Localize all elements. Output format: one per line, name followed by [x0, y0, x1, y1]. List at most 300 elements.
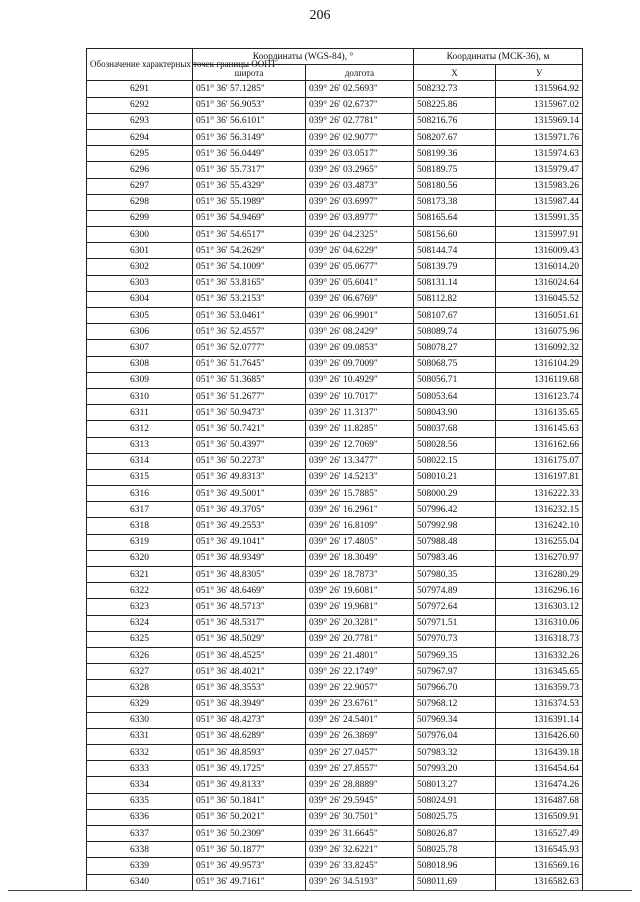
- point-id-cell: 6320: [87, 550, 193, 566]
- longitude-cell: 039° 26' 21.4801": [306, 647, 414, 663]
- table-row: [87, 583, 583, 599]
- y-coordinate-cell: 1316391.14: [496, 712, 583, 728]
- point-id-cell: 6293: [87, 113, 193, 129]
- point-id-cell: 6328: [87, 680, 193, 696]
- x-coordinate-cell: 508199.36: [414, 146, 496, 162]
- longitude-cell: 039° 26' 11.8285": [306, 421, 414, 437]
- y-coordinate-cell: 1315997.91: [496, 227, 583, 243]
- table-row: [87, 858, 583, 874]
- latitude-cell: 051° 36' 50.2021": [193, 809, 306, 825]
- latitude-cell: 051° 36' 48.8305": [193, 567, 306, 583]
- point-id-cell: 6307: [87, 340, 193, 356]
- x-coordinate-cell: 508232.73: [414, 81, 496, 97]
- table-row: [87, 437, 583, 453]
- latitude-cell: 051° 36' 51.2677": [193, 388, 306, 404]
- y-coordinate-cell: 1316509.91: [496, 809, 583, 825]
- table-row: [87, 647, 583, 663]
- point-id-cell: 6338: [87, 842, 193, 858]
- y-coordinate-cell: 1316582.63: [496, 874, 583, 890]
- longitude-cell: 039° 26' 16.8109": [306, 518, 414, 534]
- y-coordinate-cell: 1316439.18: [496, 745, 583, 761]
- x-coordinate-cell: 507969.34: [414, 712, 496, 728]
- point-id-cell: 6302: [87, 259, 193, 275]
- table-row: [87, 162, 583, 178]
- x-coordinate-cell: 508024.91: [414, 793, 496, 809]
- longitude-cell: 039° 26' 26.3869": [306, 728, 414, 744]
- table-row: [87, 243, 583, 259]
- x-coordinate-cell: 508156.60: [414, 227, 496, 243]
- y-coordinate-cell: 1316123.74: [496, 388, 583, 404]
- msk36-coordinates-header: Координаты (МСК-36), м: [414, 49, 583, 65]
- latitude-cell: 051° 36' 48.5713": [193, 599, 306, 615]
- x-coordinate-cell: 507966.70: [414, 680, 496, 696]
- longitude-cell: 039° 26' 08.2429": [306, 324, 414, 340]
- longitude-cell: 039° 26' 17.4805": [306, 534, 414, 550]
- table-row: [87, 146, 583, 162]
- point-id-cell: 6319: [87, 534, 193, 550]
- longitude-header: долгота: [306, 65, 414, 81]
- table-row: [87, 761, 583, 777]
- y-coordinate-cell: 1316162.66: [496, 437, 583, 453]
- point-id-cell: 6295: [87, 146, 193, 162]
- x-coordinate-cell: 507976.04: [414, 728, 496, 744]
- longitude-cell: 039° 26' 06.9901": [306, 308, 414, 324]
- longitude-cell: 039° 26' 13.3477": [306, 453, 414, 469]
- latitude-cell: 051° 36' 50.2273": [193, 453, 306, 469]
- y-coordinate-cell: 1316454.64: [496, 761, 583, 777]
- table-row: [87, 728, 583, 744]
- table-row: [87, 97, 583, 113]
- longitude-cell: 039° 26' 15.7885": [306, 486, 414, 502]
- y-coordinate-cell: 1316092.32: [496, 340, 583, 356]
- latitude-cell: 051° 36' 48.5317": [193, 615, 306, 631]
- table-row: [87, 388, 583, 404]
- y-coordinate-cell: 1316318.73: [496, 631, 583, 647]
- y-coordinate-cell: 1315979.47: [496, 162, 583, 178]
- x-coordinate-cell: 508173.38: [414, 194, 496, 210]
- x-coordinate-cell: 507970.73: [414, 631, 496, 647]
- y-coordinate-cell: 1316487.68: [496, 793, 583, 809]
- y-coordinate-cell: 1316303.12: [496, 599, 583, 615]
- table-row: [87, 809, 583, 825]
- latitude-cell: 051° 36' 52.0777": [193, 340, 306, 356]
- header-row: [87, 49, 583, 65]
- latitude-cell: 051° 36' 51.3685": [193, 372, 306, 388]
- y-coordinate-cell: 1316075.96: [496, 324, 583, 340]
- longitude-cell: 039° 26' 20.7781": [306, 631, 414, 647]
- x-coordinate-cell: 508078.27: [414, 340, 496, 356]
- point-id-cell: 6312: [87, 421, 193, 437]
- latitude-header: широта: [193, 65, 306, 81]
- longitude-cell: 039° 26' 03.0517": [306, 146, 414, 162]
- latitude-cell: 051° 36' 49.9573": [193, 858, 306, 874]
- table-row: [87, 777, 583, 793]
- table-row: [87, 81, 583, 97]
- table-row: [87, 453, 583, 469]
- longitude-cell: 039° 26' 20.3281": [306, 615, 414, 631]
- latitude-cell: 051° 36' 53.0461": [193, 308, 306, 324]
- latitude-cell: 051° 36' 49.5001": [193, 486, 306, 502]
- longitude-cell: 039° 26' 22.1749": [306, 664, 414, 680]
- table-row: [87, 356, 583, 372]
- longitude-cell: 039° 26' 18.7873": [306, 567, 414, 583]
- table-row: [87, 113, 583, 129]
- point-id-cell: 6297: [87, 178, 193, 194]
- footer-divider: [8, 890, 632, 891]
- x-coordinate-cell: 507971.51: [414, 615, 496, 631]
- point-id-cell: 6310: [87, 388, 193, 404]
- point-id-cell: 6300: [87, 227, 193, 243]
- y-coordinate-cell: 1315967.02: [496, 97, 583, 113]
- y-coordinate-cell: 1316332.26: [496, 647, 583, 663]
- latitude-cell: 051° 36' 48.6469": [193, 583, 306, 599]
- latitude-cell: 051° 36' 50.1841": [193, 793, 306, 809]
- y-coordinate-cell: 1316374.53: [496, 696, 583, 712]
- x-coordinate-cell: 508018.96: [414, 858, 496, 874]
- x-coordinate-cell: 507983.46: [414, 550, 496, 566]
- latitude-cell: 051° 36' 49.8133": [193, 777, 306, 793]
- x-coordinate-cell: 508068.75: [414, 356, 496, 372]
- x-coordinate-cell: 508207.67: [414, 129, 496, 145]
- y-coordinate-cell: 1315987.44: [496, 194, 583, 210]
- latitude-cell: 051° 36' 51.7645": [193, 356, 306, 372]
- x-coordinate-cell: 507969.35: [414, 647, 496, 663]
- point-id-cell: 6292: [87, 97, 193, 113]
- longitude-cell: 039° 26' 22.9057": [306, 680, 414, 696]
- x-coordinate-cell: 508189.75: [414, 162, 496, 178]
- longitude-cell: 039° 26' 03.4873": [306, 178, 414, 194]
- longitude-cell: 039° 26' 19.6081": [306, 583, 414, 599]
- table-row: [87, 615, 583, 631]
- longitude-cell: 039° 26' 29.5945": [306, 793, 414, 809]
- x-coordinate-cell: 508107.67: [414, 308, 496, 324]
- y-coordinate-cell: 1316474.26: [496, 777, 583, 793]
- x-coordinate-cell: 507996.42: [414, 502, 496, 518]
- latitude-cell: 051° 36' 50.2309": [193, 826, 306, 842]
- longitude-cell: 039° 26' 11.3137": [306, 405, 414, 421]
- latitude-cell: 051° 36' 48.5029": [193, 631, 306, 647]
- table-row: [87, 680, 583, 696]
- table-row: [87, 631, 583, 647]
- x-coordinate-cell: 508216.76: [414, 113, 496, 129]
- point-id-cell: 6336: [87, 809, 193, 825]
- longitude-cell: 039° 26' 30.7501": [306, 809, 414, 825]
- point-id-cell: 6305: [87, 308, 193, 324]
- y-coordinate-cell: 1316051.61: [496, 308, 583, 324]
- point-id-cell: 6340: [87, 874, 193, 890]
- longitude-cell: 039° 26' 10.7017": [306, 388, 414, 404]
- longitude-cell: 039° 26' 16.2961": [306, 502, 414, 518]
- table-row: [87, 664, 583, 680]
- coordinates-table: [86, 48, 583, 891]
- latitude-cell: 051° 36' 48.6289": [193, 728, 306, 744]
- x-coordinate-cell: 508037.68: [414, 421, 496, 437]
- point-id-cell: 6316: [87, 486, 193, 502]
- x-coordinate-cell: 508043.90: [414, 405, 496, 421]
- latitude-cell: 051° 36' 50.9473": [193, 405, 306, 421]
- y-coordinate-cell: 1315964.92: [496, 81, 583, 97]
- longitude-cell: 039° 26' 02.5693": [306, 81, 414, 97]
- y-coordinate-cell: 1316545.93: [496, 842, 583, 858]
- y-coordinate-cell: 1315991.35: [496, 210, 583, 226]
- y-coordinate-cell: 1316145.63: [496, 421, 583, 437]
- y-coordinate-cell: 1316310.06: [496, 615, 583, 631]
- x-coordinate-cell: 507993.20: [414, 761, 496, 777]
- x-coordinate-cell: 508180.56: [414, 178, 496, 194]
- x-header: X: [414, 65, 496, 81]
- x-coordinate-cell: 508144.74: [414, 243, 496, 259]
- point-id-cell: 6334: [87, 777, 193, 793]
- point-id-cell: 6308: [87, 356, 193, 372]
- longitude-cell: 039° 26' 18.3049": [306, 550, 414, 566]
- x-coordinate-cell: 507988.48: [414, 534, 496, 550]
- table-row: [87, 696, 583, 712]
- point-id-cell: 6298: [87, 194, 193, 210]
- x-coordinate-cell: 508010.21: [414, 469, 496, 485]
- longitude-cell: 039° 26' 27.8557": [306, 761, 414, 777]
- longitude-cell: 039° 26' 03.8977": [306, 210, 414, 226]
- y-coordinate-cell: 1316569.16: [496, 858, 583, 874]
- latitude-cell: 051° 36' 56.9053": [193, 97, 306, 113]
- point-id-cell: 6331: [87, 728, 193, 744]
- point-designation-header: Обозначение характерных точек границы ООПТ: [87, 49, 193, 81]
- table-row: [87, 275, 583, 291]
- table-row: [87, 469, 583, 485]
- table-body: [87, 81, 583, 890]
- latitude-cell: 051° 36' 49.2553": [193, 518, 306, 534]
- latitude-cell: 051° 36' 56.6101": [193, 113, 306, 129]
- point-id-cell: 6299: [87, 210, 193, 226]
- longitude-cell: 039° 26' 02.9077": [306, 129, 414, 145]
- longitude-cell: 039° 26' 23.6761": [306, 696, 414, 712]
- x-coordinate-cell: 507968.12: [414, 696, 496, 712]
- point-id-cell: 6303: [87, 275, 193, 291]
- y-coordinate-cell: 1316024.64: [496, 275, 583, 291]
- x-coordinate-cell: 507983.32: [414, 745, 496, 761]
- y-coordinate-cell: 1315974.63: [496, 146, 583, 162]
- point-id-cell: 6324: [87, 615, 193, 631]
- latitude-cell: 051° 36' 49.1041": [193, 534, 306, 550]
- point-id-cell: 6315: [87, 469, 193, 485]
- longitude-cell: 039° 26' 05.0677": [306, 259, 414, 275]
- point-id-cell: 6314: [87, 453, 193, 469]
- table-row: [87, 712, 583, 728]
- x-coordinate-cell: 508025.75: [414, 809, 496, 825]
- latitude-cell: 051° 36' 49.3705": [193, 502, 306, 518]
- table-row: [87, 550, 583, 566]
- table-row: [87, 826, 583, 842]
- latitude-cell: 051° 36' 52.4557": [193, 324, 306, 340]
- table-row: [87, 518, 583, 534]
- table-row: [87, 405, 583, 421]
- x-coordinate-cell: 508053.64: [414, 388, 496, 404]
- x-coordinate-cell: 508056.71: [414, 372, 496, 388]
- y-coordinate-cell: 1316255.04: [496, 534, 583, 550]
- table-row: [87, 534, 583, 550]
- point-id-cell: 6329: [87, 696, 193, 712]
- y-coordinate-cell: 1316527.49: [496, 826, 583, 842]
- point-id-cell: 6296: [87, 162, 193, 178]
- y-coordinate-cell: 1316014.20: [496, 259, 583, 275]
- longitude-cell: 039° 26' 03.6997": [306, 194, 414, 210]
- latitude-cell: 051° 36' 53.2153": [193, 291, 306, 307]
- longitude-cell: 039° 26' 05.6041": [306, 275, 414, 291]
- table-row: [87, 194, 583, 210]
- y-coordinate-cell: 1315969.14: [496, 113, 583, 129]
- longitude-cell: 039° 26' 10.4929": [306, 372, 414, 388]
- point-id-cell: 6313: [87, 437, 193, 453]
- latitude-cell: 051° 36' 48.3949": [193, 696, 306, 712]
- y-coordinate-cell: 1316345.65: [496, 664, 583, 680]
- point-id-cell: 6306: [87, 324, 193, 340]
- latitude-cell: 051° 36' 49.1725": [193, 761, 306, 777]
- latitude-cell: 051° 36' 55.4329": [193, 178, 306, 194]
- latitude-cell: 051° 36' 50.1877": [193, 842, 306, 858]
- latitude-cell: 051° 36' 48.4273": [193, 712, 306, 728]
- point-id-cell: 6332: [87, 745, 193, 761]
- latitude-cell: 051° 36' 54.9469": [193, 210, 306, 226]
- longitude-cell: 039° 26' 02.6737": [306, 97, 414, 113]
- latitude-cell: 051° 36' 50.7421": [193, 421, 306, 437]
- point-id-cell: 6291: [87, 81, 193, 97]
- x-coordinate-cell: 508165.64: [414, 210, 496, 226]
- table-row: [87, 324, 583, 340]
- point-id-cell: 6318: [87, 518, 193, 534]
- latitude-cell: 051° 36' 48.9349": [193, 550, 306, 566]
- latitude-cell: 051° 36' 49.8313": [193, 469, 306, 485]
- longitude-cell: 039° 26' 27.0457": [306, 745, 414, 761]
- table-row: [87, 842, 583, 858]
- table-row: [87, 793, 583, 809]
- point-id-cell: 6317: [87, 502, 193, 518]
- x-coordinate-cell: 508028.56: [414, 437, 496, 453]
- latitude-cell: 051° 36' 57.1285": [193, 81, 306, 97]
- y-coordinate-cell: 1316045.52: [496, 291, 583, 307]
- x-coordinate-cell: 508112.82: [414, 291, 496, 307]
- point-id-cell: 6321: [87, 567, 193, 583]
- y-coordinate-cell: 1316270.97: [496, 550, 583, 566]
- x-coordinate-cell: 508131.14: [414, 275, 496, 291]
- point-id-cell: 6327: [87, 664, 193, 680]
- longitude-cell: 039° 26' 31.6645": [306, 826, 414, 842]
- y-coordinate-cell: 1316232.15: [496, 502, 583, 518]
- longitude-cell: 039° 26' 09.7009": [306, 356, 414, 372]
- point-id-cell: 6304: [87, 291, 193, 307]
- latitude-cell: 051° 36' 56.0449": [193, 146, 306, 162]
- x-coordinate-cell: 508025.78: [414, 842, 496, 858]
- x-coordinate-cell: 507980.35: [414, 567, 496, 583]
- table-row: [87, 340, 583, 356]
- longitude-cell: 039° 26' 28.8889": [306, 777, 414, 793]
- latitude-cell: 051° 36' 48.4021": [193, 664, 306, 680]
- table-row: [87, 599, 583, 615]
- x-coordinate-cell: 507992.98: [414, 518, 496, 534]
- point-id-cell: 6325: [87, 631, 193, 647]
- latitude-cell: 051° 36' 55.1989": [193, 194, 306, 210]
- longitude-cell: 039° 26' 09.0853": [306, 340, 414, 356]
- y-coordinate-cell: 1316222.33: [496, 486, 583, 502]
- table-row: [87, 372, 583, 388]
- y-coordinate-cell: 1316104.29: [496, 356, 583, 372]
- y-coordinate-cell: 1316135.65: [496, 405, 583, 421]
- table-row: [87, 259, 583, 275]
- x-coordinate-cell: 507967.97: [414, 664, 496, 680]
- y-coordinate-cell: 1316280.29: [496, 567, 583, 583]
- y-coordinate-cell: 1316426.60: [496, 728, 583, 744]
- table-row: [87, 178, 583, 194]
- x-coordinate-cell: 508026.87: [414, 826, 496, 842]
- point-id-cell: 6309: [87, 372, 193, 388]
- point-id-cell: 6326: [87, 647, 193, 663]
- y-coordinate-cell: 1316242.10: [496, 518, 583, 534]
- x-coordinate-cell: 508011.69: [414, 874, 496, 890]
- latitude-cell: 051° 36' 48.4525": [193, 647, 306, 663]
- table-row: [87, 874, 583, 890]
- y-coordinate-cell: 1315971.76: [496, 129, 583, 145]
- latitude-cell: 051° 36' 49.7161": [193, 874, 306, 890]
- page-number: 206: [309, 8, 331, 23]
- x-coordinate-cell: 508089.74: [414, 324, 496, 340]
- latitude-cell: 051° 36' 54.6517": [193, 227, 306, 243]
- y-coordinate-cell: 1315983.26: [496, 178, 583, 194]
- y-coordinate-cell: 1316119.68: [496, 372, 583, 388]
- x-coordinate-cell: 508139.79: [414, 259, 496, 275]
- point-id-cell: 6337: [87, 826, 193, 842]
- y-coordinate-cell: 1316197.81: [496, 469, 583, 485]
- table-row: [87, 210, 583, 226]
- x-coordinate-cell: 507972.64: [414, 599, 496, 615]
- y-coordinate-cell: 1316296.16: [496, 583, 583, 599]
- table-row: [87, 421, 583, 437]
- longitude-cell: 039° 26' 32.6221": [306, 842, 414, 858]
- latitude-cell: 051° 36' 54.1009": [193, 259, 306, 275]
- point-id-cell: 6322: [87, 583, 193, 599]
- x-coordinate-cell: 508013.27: [414, 777, 496, 793]
- x-coordinate-cell: 508225.86: [414, 97, 496, 113]
- y-coordinate-cell: 1316009.43: [496, 243, 583, 259]
- x-coordinate-cell: 507974.89: [414, 583, 496, 599]
- latitude-cell: 051° 36' 55.7317": [193, 162, 306, 178]
- point-id-cell: 6323: [87, 599, 193, 615]
- x-coordinate-cell: 508000.29: [414, 486, 496, 502]
- point-id-cell: 6311: [87, 405, 193, 421]
- table-row: [87, 502, 583, 518]
- point-id-cell: 6335: [87, 793, 193, 809]
- point-id-cell: 6339: [87, 858, 193, 874]
- longitude-cell: 039° 26' 03.2965": [306, 162, 414, 178]
- latitude-cell: 051° 36' 48.8593": [193, 745, 306, 761]
- longitude-cell: 039° 26' 14.5213": [306, 469, 414, 485]
- wgs84-coordinates-header: Координаты (WGS-84), °: [193, 49, 414, 65]
- longitude-cell: 039° 26' 33.8245": [306, 858, 414, 874]
- table-row: [87, 567, 583, 583]
- table-row: [87, 308, 583, 324]
- table-row: [87, 486, 583, 502]
- latitude-cell: 051° 36' 53.8165": [193, 275, 306, 291]
- y-header: У: [496, 65, 583, 81]
- longitude-cell: 039° 26' 06.6769": [306, 291, 414, 307]
- longitude-cell: 039° 26' 24.5401": [306, 712, 414, 728]
- longitude-cell: 039° 26' 19.9681": [306, 599, 414, 615]
- longitude-cell: 039° 26' 34.5193": [306, 874, 414, 890]
- longitude-cell: 039° 26' 02.7781": [306, 113, 414, 129]
- latitude-cell: 051° 36' 50.4397": [193, 437, 306, 453]
- y-coordinate-cell: 1316175.07: [496, 453, 583, 469]
- y-coordinate-cell: 1316359.73: [496, 680, 583, 696]
- table-row: [87, 227, 583, 243]
- table-row: [87, 291, 583, 307]
- point-id-cell: 6333: [87, 761, 193, 777]
